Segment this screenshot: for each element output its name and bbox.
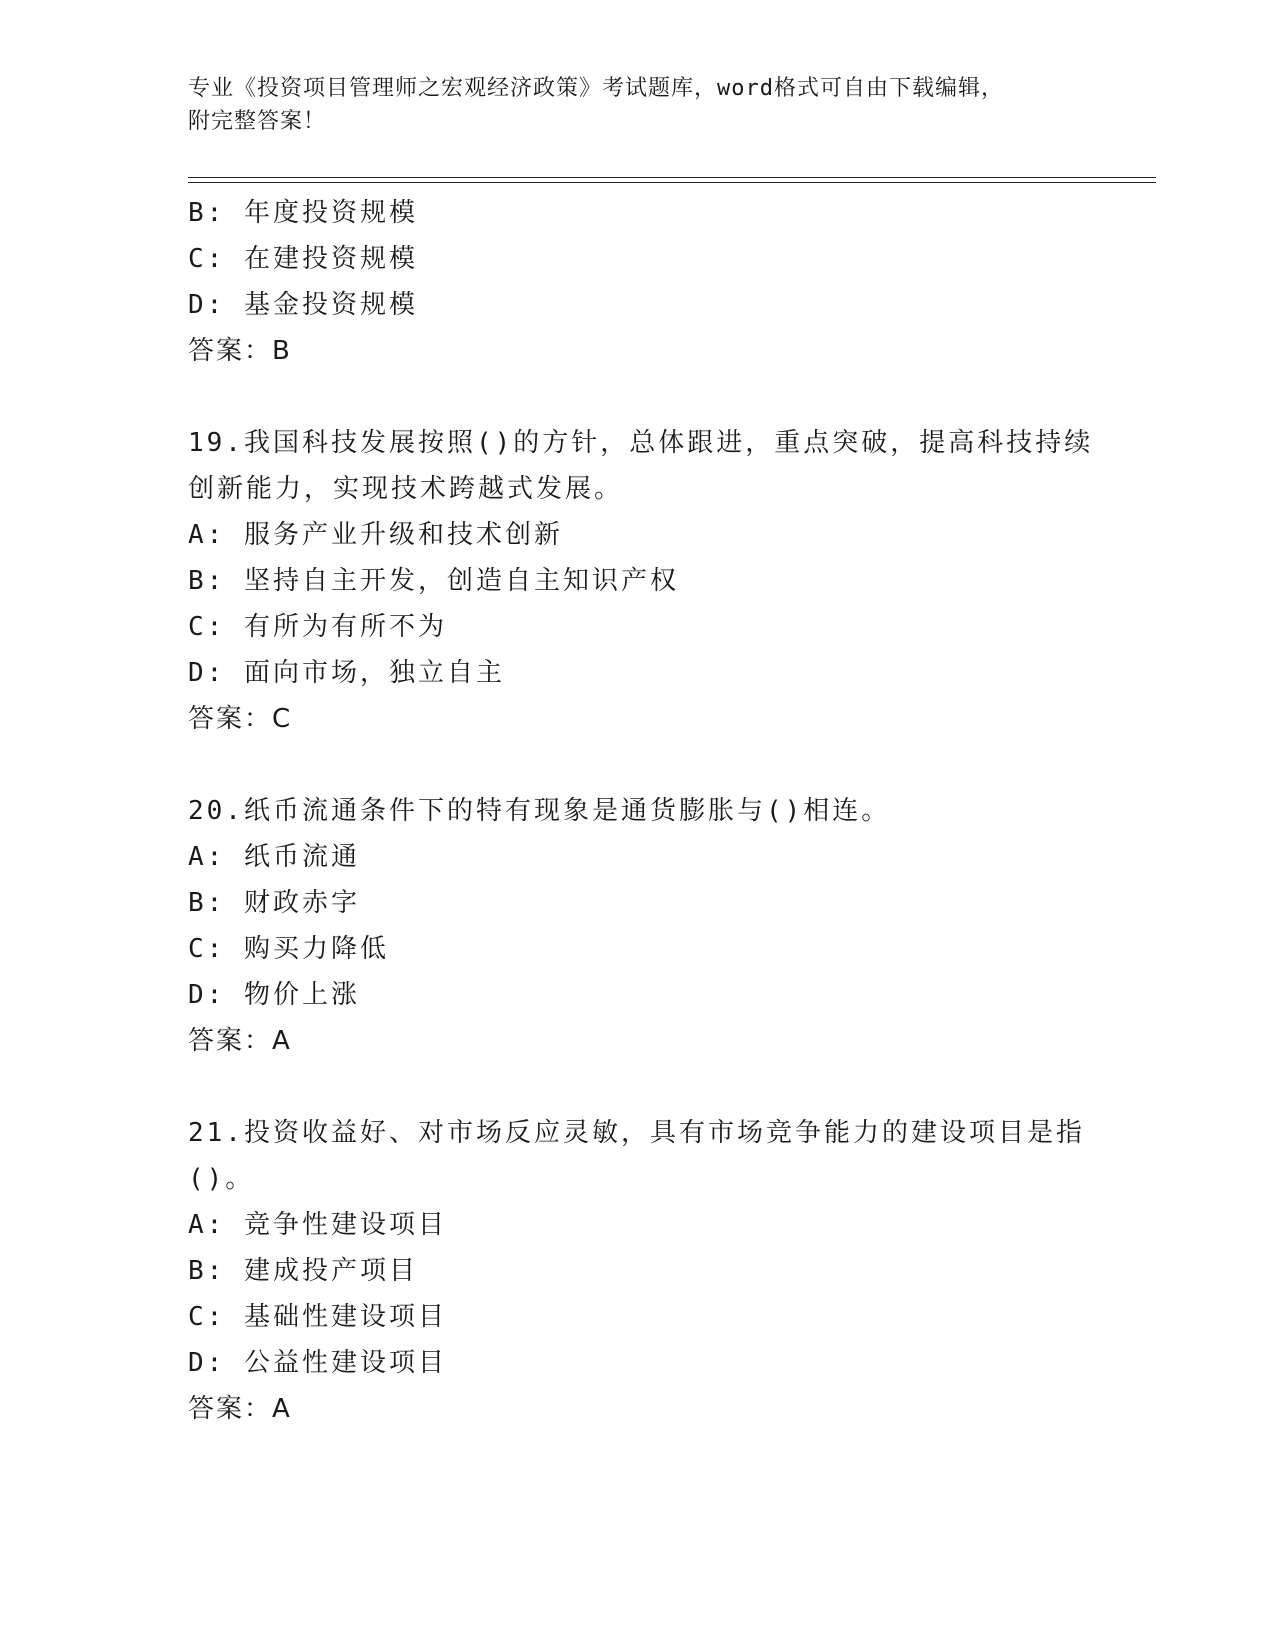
document-header [188, 72, 1088, 138]
option-a: A: 竞争性建设项目 [188, 1210, 447, 1240]
question-stem-line-1: 21.投资收益好、对市场反应灵敏，具有市场竞争能力的建设项目是指 [188, 1118, 1085, 1148]
header-divider-bottom [188, 182, 1156, 183]
option-a: A: 服务产业升级和技术创新 [188, 520, 563, 550]
option-d: D: 物价上涨 [188, 980, 360, 1010]
question-list [188, 190, 1094, 1432]
question-stem-line-2: 创新能力，实现技术跨越式发展。 [188, 474, 624, 504]
question-18-tail [188, 190, 1088, 374]
header-line-2: 附完整答案！ [188, 109, 327, 134]
spacer [188, 742, 1088, 788]
option-c: C: 购买力降低 [188, 934, 389, 964]
option-b: B: 财政赤字 [188, 888, 360, 918]
option-b: B: 年度投资规模 [188, 198, 418, 228]
answer: 答案：A [188, 1394, 292, 1424]
option-d: D: 面向市场，独立自主 [188, 658, 505, 688]
option-b: B: 坚持自主开发，创造自主知识产权 [188, 566, 679, 596]
answer: 答案：C [188, 704, 293, 734]
spacer [188, 1064, 1088, 1110]
header-line-1: 专业《投资项目管理师之宏观经济政策》考试题库，word格式可自由下载编辑， [188, 76, 1004, 101]
question-stem-line-1: 19.我国科技发展按照()的方针，总体跟进，重点突破，提高科技持续 [188, 428, 1094, 458]
option-c: C: 在建投资规模 [188, 244, 418, 274]
question-21 [188, 1110, 1088, 1432]
option-a: A: 纸币流通 [188, 842, 360, 872]
option-c: C: 有所为有所不为 [188, 612, 447, 642]
spacer [188, 374, 1088, 420]
option-c: C: 基础性建设项目 [188, 1302, 447, 1332]
question-19 [188, 420, 1094, 742]
option-d: D: 基金投资规模 [188, 290, 418, 320]
question-stem-line-1: 20.纸币流通条件下的特有现象是通货膨胀与()相连。 [188, 796, 891, 826]
answer: 答案：A [188, 1026, 292, 1056]
header-divider-top [188, 177, 1156, 178]
option-d: D: 公益性建设项目 [188, 1348, 447, 1378]
option-b: B: 建成投产项目 [188, 1256, 418, 1286]
question-20 [188, 788, 1088, 1064]
question-stem-line-2: ()。 [188, 1164, 255, 1194]
answer: 答案：B [188, 336, 292, 366]
